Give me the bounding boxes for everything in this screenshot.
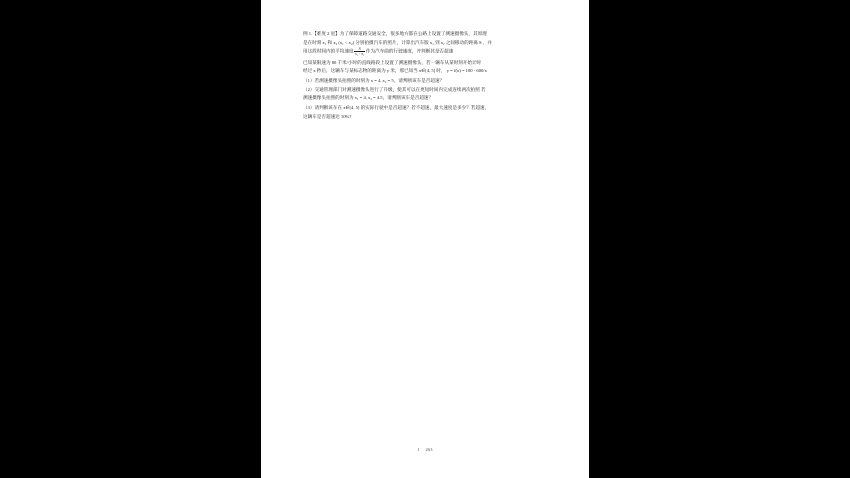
fraction-denominator: x₂ - x₁ (355, 52, 365, 57)
problem-line-3: 已知某限速为 80 千米/小时的直线路段上设置了测速摄像头，若一辆车从某时刻开始计时 (303, 59, 482, 65)
problem-line-2-text-a: 用这段时间内的平均速度 (303, 48, 354, 54)
document-page (261, 0, 589, 478)
problem-title-line: 例 1.【难度 2 星】为了保障道路交通安全，很多地方都在公路上设置了测速摄像头，其原理 (303, 31, 487, 36)
fraction-numerator: S (358, 47, 361, 52)
problem-line-4-text: 经过 x 秒后，这辆车与某标志物的距离为 y 米，那已知当 x∈[4, 5] 时， y = f(x) = 100 - 600/x (303, 68, 487, 74)
problem-question-2: （2）交通管理部门对测速摄像头进行了升级，使其可以在更短时间内完成连续两次拍照 若 (303, 86, 486, 92)
problem-question-3: （3）请判断该车在 x∈[4, 5] 的实际行驶中是否超速？若不超速，最大速度是多少？若超速， (303, 105, 490, 111)
document-text-body (303, 30, 555, 121)
page-number: 1 (417, 447, 420, 452)
problem-line-2-with-fraction (303, 47, 555, 56)
problem-question-1: （1）若测速摄像头拍照的时刻为 x = 4, x₂ = 5，请判断该车是否超速？ (303, 78, 445, 84)
average-speed-fraction (354, 47, 365, 56)
page-total: 263 (425, 447, 433, 452)
problem-question-2-cont: 测速摄像头拍照的时刻为 x₁ = 4, x₂ = 4.5，请判断该车是否超速？ (303, 95, 434, 101)
problem-question-3-cont: 这辆车是否超速达 10%? (303, 113, 352, 119)
page-footer (261, 447, 589, 452)
problem-line-4-with-fraction (303, 67, 555, 74)
problem-line-2-text-b: 作为汽车曲的行驶速度，并判断其是否超速 (365, 48, 454, 54)
problem-line-1: 是在时刻 x₁ 和 x₂ (x₁ < x₂) 分别拍摄汽车的照片，计算出汽车版 x₁ 到 x₂ 之间移动的距离 S ，并 (303, 39, 492, 45)
